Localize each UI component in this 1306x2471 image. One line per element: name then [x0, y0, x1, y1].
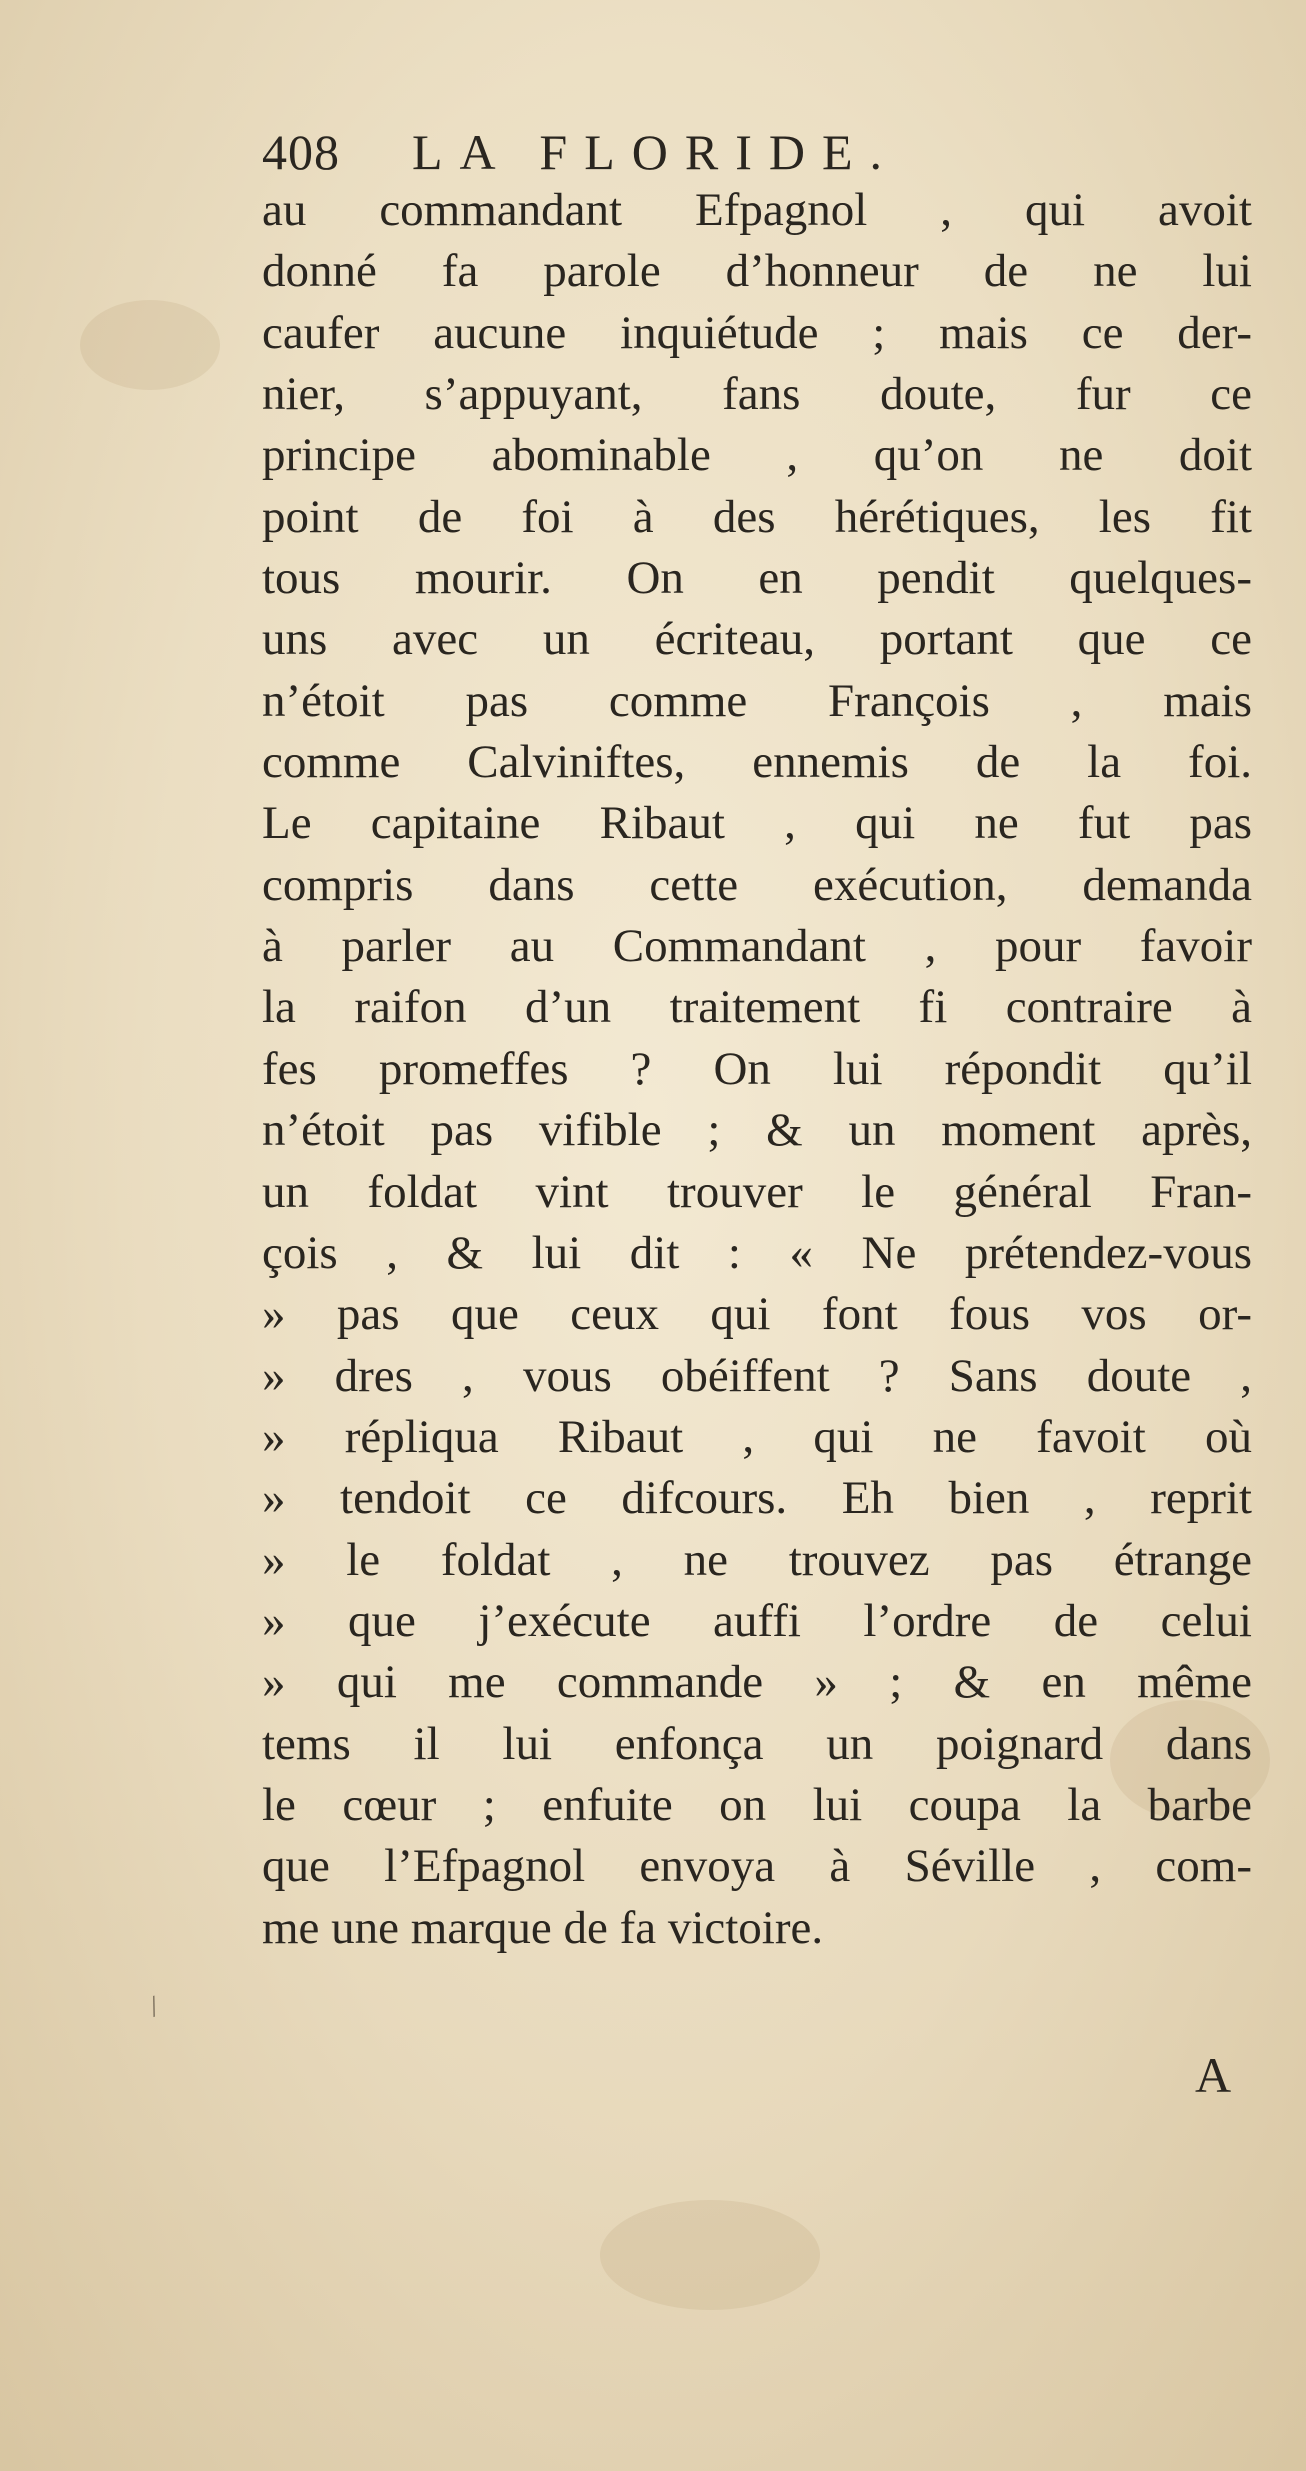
text-line: un foldat vint trouver le général Fran- [262, 1165, 1252, 1218]
text-line: le cœur ; enfuite on lui coupa la barbe [262, 1778, 1252, 1831]
text-line: comme Calviniftes, ennemis de la foi. [262, 736, 1252, 789]
text-line: point de foi à des hérétiques, les fit [262, 490, 1252, 543]
text-line: à parler au Commandant , pour favoir [262, 920, 1252, 973]
text-line: compris dans cette exécution, demanda [262, 858, 1252, 911]
text-line: me une marque de fa victoire. [262, 1901, 824, 1954]
text-line: çois , & lui dit : « Ne prétendez-vous [262, 1226, 1252, 1279]
paper-stain [600, 2200, 820, 2310]
text-line: n’étoit pas comme François , mais [262, 674, 1252, 727]
running-title: LA FLORIDE. [412, 124, 899, 180]
text-line: nier, s’appuyant, fans doute, fur ce [262, 368, 1252, 421]
text-line: donné fa parole d’honneur de ne lui [262, 245, 1252, 298]
text-line: Le capitaine Ribaut , qui ne fut pas [262, 797, 1252, 850]
text-line: caufer aucune inquiétude ; mais ce der- [262, 306, 1252, 359]
text-line: » répliqua Ribaut , qui ne favoit où [262, 1410, 1252, 1463]
text-line: » le foldat , ne trouvez pas étrange [262, 1533, 1252, 1586]
text-line: tous mourir. On en pendit quelques- [262, 552, 1252, 605]
text-line: au commandant Efpagnol , qui avoit [262, 184, 1252, 236]
page-number: 408 [262, 124, 340, 180]
stray-mark: / [144, 1989, 164, 2024]
text-line: » tendoit ce difcours. Eh bien , reprit [262, 1472, 1252, 1525]
text-line: » qui me commande » ; & en même [262, 1656, 1252, 1709]
catchword: A [1195, 2047, 1232, 2103]
text-line: » que j’exécute auffi l’ordre de celui [262, 1594, 1252, 1647]
running-head [262, 122, 899, 182]
text-line: uns avec un écriteau, portant que ce [262, 613, 1252, 666]
body-text [262, 180, 1252, 1959]
text-line: » dres , vous obéiffent ? Sans doute , [262, 1349, 1252, 1402]
paper-stain [80, 300, 220, 390]
text-line: n’étoit pas vifible ; & un moment après, [262, 1104, 1252, 1157]
text-line: fes promeffes ? On lui répondit qu’il [262, 1042, 1252, 1095]
text-line: principe abominable , qu’on ne doit [262, 429, 1252, 482]
text-line: que l’Efpagnol envoya à Séville , com- [262, 1840, 1252, 1893]
text-line: tems il lui enfonça un poignard dans [262, 1717, 1252, 1770]
text-line: » pas que ceux qui font fous vos or- [262, 1288, 1252, 1341]
text-line: la raifon d’un traitement fi contraire à [262, 981, 1252, 1034]
